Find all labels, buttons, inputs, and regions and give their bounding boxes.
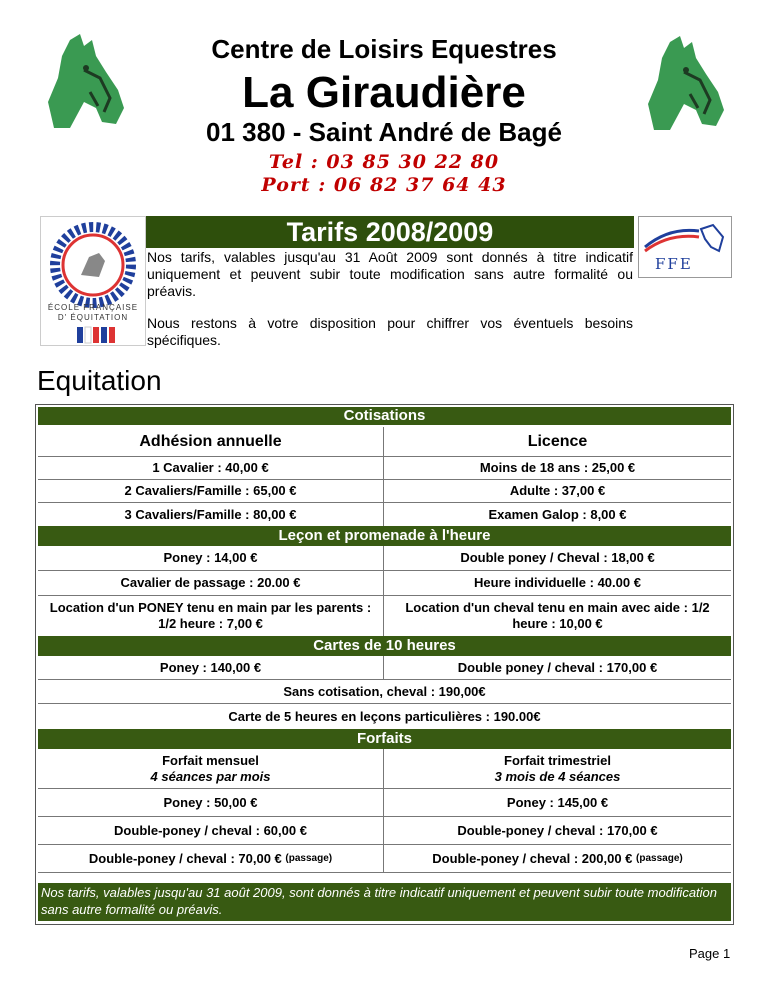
forfait-trimestriel-title: Forfait trimestriel: [504, 752, 611, 768]
address-city: 01 380 - Saint André de Bagé: [206, 117, 562, 147]
table-cell: Carte de 5 heures en leçons particulières : 190.00€: [228, 708, 541, 724]
efe-logo: [40, 216, 146, 346]
forfait-passage-mensuel: Double-poney / cheval : 70,00 €: [88, 850, 282, 866]
lecon-header: Leçon et promenade à l'heure: [38, 526, 731, 546]
table-cell: Location d'un PONEY tenu en main par les parents : 1/2 heure : 7,00 €: [38, 596, 384, 636]
page-number: Page 1: [689, 946, 731, 961]
table-cell: Poney : 145,00 €: [384, 789, 731, 817]
footnote: Nos tarifs, valables jusqu'au 31 août 2009, sont donnés à titre indicatif uniquement et peuvent subir toute modification sans autre formalité ou préavis.: [38, 883, 731, 921]
table-cell: Double poney / cheval : 170,00 €: [384, 656, 731, 680]
forfait-mensuel-subtitle: 4 séances par mois: [150, 768, 271, 784]
efe-text-line1: ÉCOLE FRANÇAISE: [47, 303, 139, 312]
table-cell: Location d'un cheval tenu en main avec aide : 1/2 heure : 10,00 €: [405, 600, 710, 631]
table-cell: Double-poney / cheval : 170,00 €: [384, 817, 731, 845]
table-cell: 2 Cavaliers/Famille : 65,00 €: [38, 480, 384, 503]
table-cell: Adulte : 37,00 €: [384, 480, 731, 503]
licence-header: Licence: [384, 427, 731, 457]
ffe-logo: [638, 216, 732, 278]
forfait-trimestriel-subtitle: 3 mois de 4 séances: [494, 768, 621, 784]
passage-note: (passage): [285, 852, 333, 864]
phone-tel: Tel : 03 85 30 22 80: [268, 151, 500, 173]
table-cell: Moins de 18 ans : 25,00 €: [384, 457, 731, 480]
cotisations-header: Cotisations: [38, 407, 731, 425]
center-name: La Giraudière: [242, 68, 526, 117]
table-cell: Poney : 14,00 €: [38, 546, 384, 571]
table-cell: Sans cotisation, cheval : 190,00€: [38, 680, 731, 704]
adhesion-header: Adhésion annuelle: [38, 427, 384, 457]
table-cell: Heure individuelle : 40.00 €: [384, 571, 731, 596]
table-cell: Examen Galop : 8,00 €: [488, 506, 627, 522]
table-cell: 1 Cavalier : 40,00 €: [38, 457, 384, 480]
forfait-passage-trimestriel: Double-poney / cheval : 200,00 €: [432, 850, 633, 866]
forfaits-header: Forfaits: [38, 729, 731, 749]
passage-note: (passage): [636, 852, 683, 864]
efe-text-line2: D' ÉQUITATION: [57, 313, 129, 322]
table-cell: 3 Cavaliers/Famille : 80,00 €: [38, 503, 384, 526]
table-cell: Cavalier de passage : 20.00 €: [38, 571, 384, 596]
phone-mobile: Port : 06 82 37 64 43: [261, 174, 507, 196]
tarifs-contact-note: Nous restons à votre disposition pour chiffrer vos éventuels besoins spécifiques.: [147, 315, 633, 348]
efe-rosette-icon: [41, 217, 145, 345]
table-cell: [38, 845, 384, 873]
tarifs-intro: Nos tarifs, valables jusqu'au 31 Août 2009 sont donnés à titre indicatif uniquement et peuvent subir toute modification sans autre formalité ou préavis.: [147, 249, 633, 299]
forfait-mensuel-header: [38, 749, 384, 789]
table-cell: Poney : 50,00 €: [38, 789, 384, 817]
forfait-mensuel-title: Forfait mensuel: [162, 752, 259, 768]
forfait-trimestriel-header: [384, 749, 731, 789]
section-title: Equitation: [37, 365, 162, 396]
tarifs-title: Tarifs 2008/2009: [146, 216, 634, 248]
table-cell: Double poney / Cheval : 18,00 €: [384, 546, 731, 571]
table-cell: Poney : 140,00 €: [38, 656, 384, 680]
ffe-text: FFE: [655, 255, 693, 273]
pricing-table: [35, 404, 734, 925]
cartes-header: Cartes de 10 heures: [38, 636, 731, 656]
organization-name: Centre de Loisirs Equestres: [211, 34, 557, 64]
table-cell: [384, 845, 731, 873]
table-cell: Double-poney / cheval : 60,00 €: [38, 817, 384, 845]
